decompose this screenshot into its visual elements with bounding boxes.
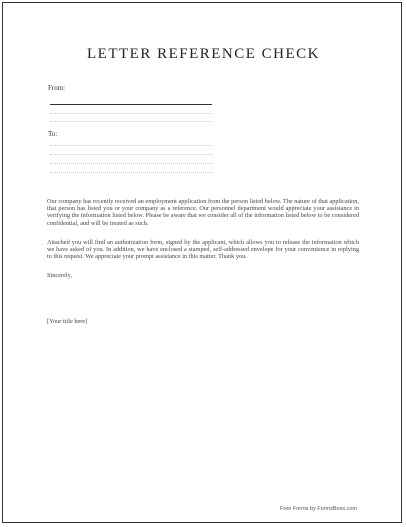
signature: [Your title here]: [47, 318, 88, 325]
to-line-4: [50, 172, 212, 173]
closing: Sincerely,: [47, 272, 72, 279]
body-paragraph-2: Attached you will find an authorization form, signed by the applicant, which allows you to release the information which we have asked of you. In addition, we have enclosed a stamped, self-addressed envelope for your convenience in replying to this request. We appreciate your prompt assistance in this matter. Thank you.: [47, 239, 359, 261]
document-title: LETTER REFERENCE CHECK: [87, 46, 320, 62]
from-label: From:: [48, 84, 66, 92]
to-line-1: [50, 145, 212, 146]
to-label: To:: [48, 130, 58, 138]
to-line-3: [50, 163, 212, 164]
to-line-2: [50, 154, 212, 155]
from-address-line-1: [50, 113, 212, 114]
footer-credit: Free Forms by FormsBoss.com: [279, 506, 357, 512]
body-paragraph-1: Our company has recently received an employment application from the person listed below. The nature of that application, that person has listed you or your company as a reference. Our personnel department would appreciate your assistance in verifying the information listed below. Please be aware that we consider all of the information listed below to be considered confidential, and will be treated as such.: [47, 198, 359, 227]
from-address-line-2: [50, 121, 212, 122]
from-name-line: [50, 104, 212, 105]
page-border: [2, 2, 402, 523]
